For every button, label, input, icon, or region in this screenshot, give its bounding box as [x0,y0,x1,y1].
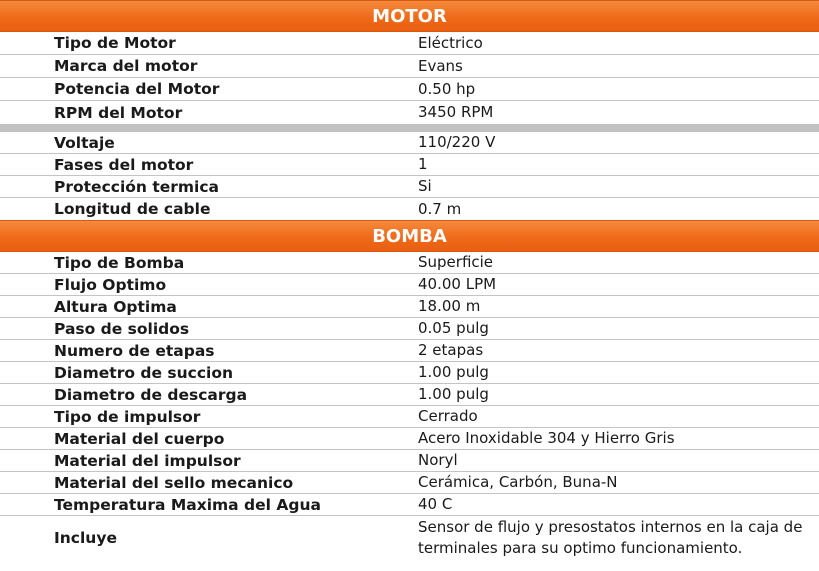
table-row [0,340,819,362]
spec-value: 18.00 m [418,297,481,315]
table-row [0,101,819,124]
spec-label: Fases del motor [54,155,194,174]
table-row [0,450,819,472]
table-row [0,318,819,340]
spec-label: Material del impulsor [54,451,241,470]
table-row [0,362,819,384]
spec-value: Eléctrico [418,33,483,52]
spec-label: Numero de etapas [54,341,215,360]
spec-label: Paso de solidos [54,319,190,338]
spec-value: 0.05 pulg [418,319,489,337]
spec-value: 1.00 pulg [418,385,489,403]
table-row [0,252,819,274]
spec-value: Cerámica, Carbón, Buna-N [418,473,618,491]
spec-value: 0.7 m [418,199,462,218]
spec-label: Tipo de impulsor [54,407,201,426]
spec-label: Temperatura Maxima del Agua [54,495,321,514]
spec-label: Voltaje [54,133,115,152]
table-row [0,132,819,154]
table-row [0,32,819,55]
spec-value: 1 [418,155,428,173]
table-row [0,198,819,220]
spec-value: 1.00 pulg [418,363,489,381]
spec-label: Protección termica [54,177,220,196]
spec-label: Diametro de succion [54,363,234,382]
spec-value: Noryl [418,451,458,469]
spec-value: Sensor de flujo y presostatos internos en la caja de terminales para su optimo funcionamiento. [418,518,803,557]
spec-value: 40.00 LPM [418,275,497,293]
bomba-header: BOMBA [0,220,819,252]
table-row [0,78,819,101]
spec-label: Flujo Optimo [54,275,167,294]
spec-label: Marca del motor [54,57,198,75]
spec-label: Material del sello mecanico [54,473,294,492]
spec-value: 110/220 V [418,133,496,151]
spec-label: Longitud de cable [54,200,211,218]
spec-value: 40 C [418,495,453,513]
spec-label: Tipo de Motor [54,34,176,52]
spec-label: RPM del Motor [54,103,183,122]
table-row [0,384,819,406]
spec-value: 2 etapas [418,341,484,359]
table-row [0,296,819,318]
spec-value: Superficie [418,253,494,271]
table-row [0,274,819,296]
spec-label: Diametro de descarga [54,385,248,404]
table-row [0,472,819,494]
spec-label: Material del cuerpo [54,429,225,448]
spec-label: Potencia del Motor [54,80,220,98]
spec-value: Cerrado [418,407,478,425]
spec-value: Si [418,177,432,195]
table-row [0,428,819,450]
table-row [0,406,819,428]
motor-header: MOTOR [0,0,819,32]
table-row [0,55,819,78]
spec-value: Evans [418,56,463,75]
spec-value: Acero Inoxidable 304 y Hierro Gris [418,429,675,447]
spec-label: Incluye [54,529,117,547]
table-row [0,516,819,560]
group-divider [0,124,819,132]
spec-value: 3450 RPM [418,103,494,121]
spec-value: 0.50 hp [418,79,476,98]
spec-label: Tipo de Bomba [54,253,185,272]
table-row [0,176,819,198]
table-row [0,154,819,176]
table-row [0,494,819,516]
spec-label: Altura Optima [54,297,177,316]
